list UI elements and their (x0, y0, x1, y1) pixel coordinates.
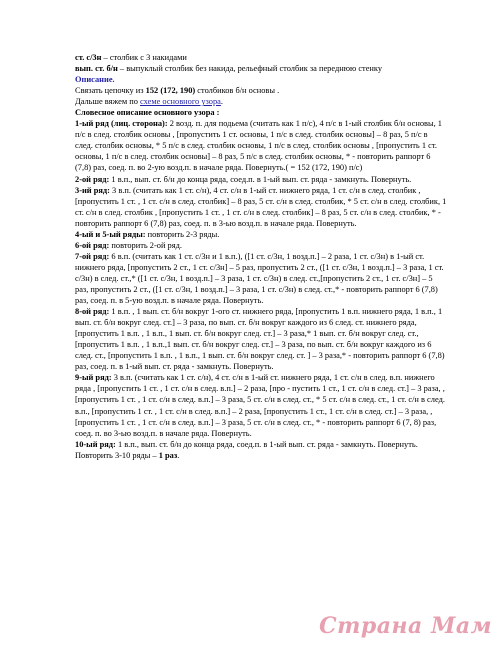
row-8: 8-ой ряд: 1 в.п. , 1 вып. ст. б/н вокруг 1-ого ст. нижнего ряда, [пропустить 1 в.п. нижнего ряда, 1 в.п., 1 вып. ст. б/н вокруг след. ст.] – 3 раза, по вып. ст. б/н вокруг каждого из 6 след. ст. нижнего ряда, [пропустить 1 в.п. , 1 в.п., 1 вып. ст. б/н вокруг след. ст.] – 3 раза,* 1 вып. ст. б/н вокруг след. ст., [пропустить 1 в.п. , 1 в.п.,1 вып. ст. б/н вокруг след. ст.] – 3 раза, по вып. ст. б/н вокруг каждого из 6 след. ст., [пропустить 1 в.п. , 1 в.п., 1 вып. ст. б/н вокруг след. ст. ] – 3 раза,* - повторить раппорт 6 (7,8) раз, соед. п. в 1-ый вып. ст. ряда - замкнуть. Повернуть. (75, 307, 445, 372)
abbreviation-2: вып. ст. б/н – выпуклый столбик без накида, рельефный столбик за переднюю стенку (75, 64, 383, 74)
document-body (75, 52, 447, 461)
description-heading: Описание. (75, 75, 115, 85)
verbal-heading: Словесное описание основного узора : (75, 108, 220, 118)
row-7: 7-ой ряд: 6 в.п. (считать как 1 ст. с/3н и 1 в.п.), ([1 ст. с/3н, 1 возд.п.] – 2 раза, 1 ст. с/3н) в 1-ый ст. нижнего ряда, [пропустить 2 ст., 1 ст. с/3н] – 5 раз, пропустить 2 ст., ([1 ст. с/3н, 1 возд.п.] – 3 раза, 1 ст. с/3н) в след. ст.,* ([1 ст. с/3н, 1 возд.п.] – 3 раза, 1 ст. с/3н) в след. ст.,[пропустить 2 ст., 1 ст. с/3н] – 5 раз, пропустить 2 ст., ([1 ст. с/3н, 1 возд.п.] – 3 раза, 1 ст. с/3н) в след. ст.,* - повторить раппорт 6 (7,8) раз, соед. п. в 5-ую возд.п. в начале ряда. Повернуть. (75, 251, 444, 306)
row-3: 3-ий ряд: 3 в.п. (считать как 1 ст. с/н), 4 ст. с/н в 1-ый ст. нижнего ряда, 1 ст. с/н в след. столбик , [пропустить 1 ст. , 1 ст. с/н в след. столбик] – 8 раз, 5 ст. с/н в след. столбик, * 5 ст. с/н в след. столбик, 1 ст. с/н в след. столбик , [пропустить 1 ст. , 1 ст. с/н в след. столбик] – 8 раз, 5 ст. с/н в след. столбик, * - повторить раппорт 6 (7,8) раз, соед. п. в 3-ью возд.п. в начале ряда. Повернуть. (75, 185, 447, 228)
abbr-term: вып. ст. б/н (75, 64, 118, 74)
row-4-5: 4-ый и 5-ый ряды: повторить 2-3 ряды. (75, 229, 220, 239)
row-10: 10-ый ряд: 1 в.п., вып. ст. б/н до конца ряда, соед.п. в 1-ый вып. ст. ряда - замкнуть. Повернуть. (75, 439, 418, 449)
abbr-def: столбик с 3 накидами (109, 53, 187, 62)
abbreviation-1: ст. с/3н – столбик с 3 накидами (75, 53, 187, 62)
pattern-note: Дальше вяжем по схеме основного узора. (75, 97, 223, 107)
site-watermark: Страна Мам (319, 613, 492, 639)
repeat-line: Повторить 3-10 ряды – 1 раз. (75, 450, 180, 460)
abbr-term: ст. с/3н (75, 53, 102, 62)
pattern-link[interactable]: схеме основного узора (140, 97, 221, 107)
cast-on-line: Связать цепочку из 152 (172, 190) столбиков б/н основы . (75, 86, 280, 96)
row-2: 2-ой ряд: 1 в.п., вып. ст. б/н до конца ряда, соед.п. в 1-ый вып. ст. ряда - замкнуть. Повернуть. (75, 174, 412, 184)
row-1: 1-ый ряд (лиц. сторона): 2 возд. п. для подьема (считать как 1 п/с), 4 п/с в 1-ый столбик б/н основы, 1 п/с в след. столбик основы , [пропустить 1 ст. основы, 1 п/с в след. столбик основы] – 8 раз, 5 п/с в след. столбик основы, * 5 п/с в след. столбик основы, 1 п/с в след. столбик основы , [пропустить 1 ст. основы, 1 п/с в след. столбик основы] – 8 раз, 5 п/с в след. столбик основы, * - повторить раппорт 6 (7,8) раз, соед. п. во 2-ую возд.п. в начале ряда. Повернуть.( = 152 (172, 190) п/с) (75, 119, 442, 173)
abbr-def: выпуклый столбик без накида, рельефный столбик за переднюю стенку (126, 64, 383, 74)
row-6: 6-ой ряд: повторить 2-ой ряд. (75, 240, 182, 250)
row-9: 9-ый ряд: 3 в.п. (считать как 1 ст. с/н), 4 ст. с/н в 1-ый ст. нижнего ряда, 1 ст. с/н в след. в.п. нижнего ряда , [пропустить 1 ст. , 1 ст. с/н в след. в.п.] – 2 раза, [про - пустить 1 ст., 1 ст. с/н в след. ст.] – 3 раза, , [пропустить 1 ст. , 1 ст. с/н в след. в.п.] – 3 раза, 5 ст. с/н в след. ст., * 5 ст. с/н в след. ст., 1 ст. с/н в след. в.п., [пропустить 1 ст. , 1 ст. с/н в след. в.п.] – 2 раза, [пропустить 1 ст., 1 ст. с/н в след. ст.] – 3 раза, , [пропустить 1 ст. , 1 ст. с/н в след. в.п.] – 3 раза, 5 ст. с/н в след. ст., * - повторить раппорт 6 (7, 8) раз, соед. п. во 3-ью возд.п. в начале ряда. Повернуть. (75, 373, 445, 438)
